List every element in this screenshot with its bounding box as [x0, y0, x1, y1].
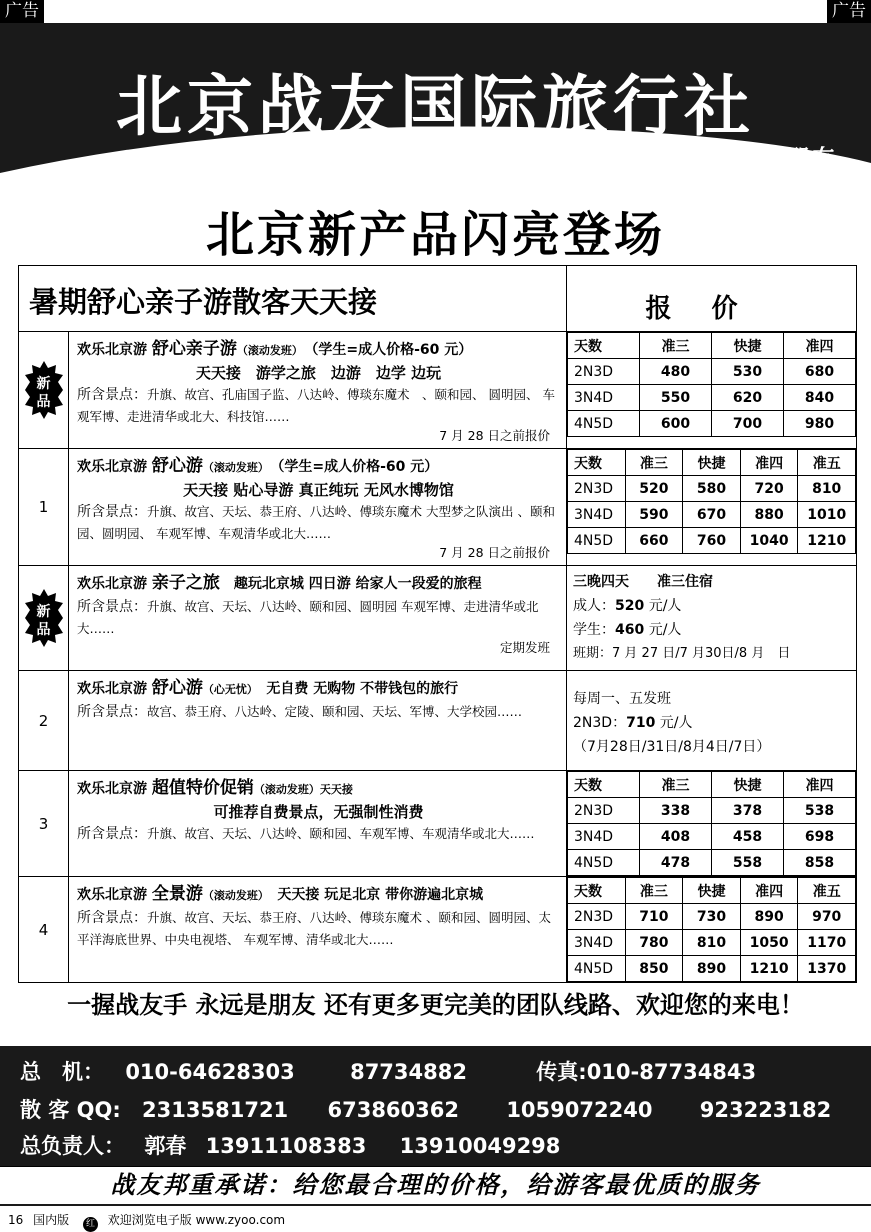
tour-subtitle: 天天接 贴心导游 真正纯玩 无风水博物馆 [183, 481, 454, 499]
page-footer [0, 1210, 871, 1230]
info-line-1: 每周一、五发班 [573, 691, 672, 707]
info-line-1: 三晚四天 准三住宿 [573, 574, 714, 590]
price-value: 980 [784, 411, 856, 437]
price-value: 558 [712, 850, 784, 876]
price-value: 730 [683, 904, 741, 930]
price-row [568, 476, 856, 502]
ad-label-right: 广告 [827, 0, 871, 23]
price-value: 1210 [740, 956, 798, 982]
price-row [568, 850, 856, 876]
price-value: 1010 [798, 502, 856, 528]
page-number: 16 [8, 1213, 24, 1227]
price-header: 准五 [798, 450, 856, 476]
new-badge-icon [25, 589, 63, 647]
banner-title: 暑期舒心亲子游散客天天接 [19, 266, 567, 332]
tour-deadline: 7 月 28 日之前报价 [439, 428, 551, 443]
tour-name: 亲子之旅 [151, 573, 220, 593]
price-value: 850 [625, 956, 683, 982]
price-header-row [568, 450, 856, 476]
price-value: 670 [683, 502, 741, 528]
tour-sights [77, 596, 560, 640]
tour-number: 3 [38, 814, 49, 833]
price-header: 准三 [640, 772, 712, 798]
price-header: 天数 [568, 878, 626, 904]
main-phone-1[interactable]: 010-64628303 [125, 1060, 295, 1084]
sights-label: 所含景点： [77, 599, 147, 615]
price-table [567, 771, 856, 876]
price-value: 2N3D [568, 798, 640, 824]
sights-label: 所含景点： [77, 704, 147, 720]
tour-number: 2 [38, 711, 49, 730]
info-line-3: （7月28日/31日/8月4日/7日） [573, 739, 771, 755]
sights-list: 升旗、故宫、天坛、恭王府、八达岭、傅琰东魔术 、颐和园、圆明园、太平洋海底世界、中央电视塔、 车观军博、清华或北大…… [77, 910, 551, 947]
sights-label: 所含景点： [77, 504, 147, 520]
price-row [568, 411, 856, 437]
tour-tag: （心无忧） [202, 683, 253, 696]
sights-list: 升旗、故宫、天坛、八达岭、颐和园、车观军博、车观清华或北大…… [147, 826, 535, 841]
price-value: 378 [712, 798, 784, 824]
tour-name: 舒心游 [151, 678, 203, 698]
price-header: 准四 [784, 333, 856, 359]
price-header-row [568, 878, 856, 904]
service-promise: 战友邦重承诺：给您最合理的价格，给游客最优质的服务 [0, 1166, 871, 1204]
price-value: 3N4D [568, 502, 626, 528]
price-value: 1040 [740, 528, 798, 554]
tour-tag: （滚动发班） [202, 889, 264, 902]
price-value: 970 [798, 904, 856, 930]
tour-note: 趣玩北京城 四日游 给家人一段爱的旅程 [233, 576, 482, 592]
price-value: 890 [683, 956, 741, 982]
tour-name: 超值特价促销 [151, 778, 254, 798]
schedule: 班期：7 月 27 日/7 月30日/8 月 日 [573, 646, 791, 661]
tour-price-cell [567, 771, 857, 877]
tour-prefix: 欢乐北京游 [77, 681, 147, 697]
price-row [568, 956, 856, 982]
tour-row [19, 332, 857, 449]
qq-1[interactable]: 2313581721 [142, 1098, 289, 1122]
student-price: 学生：460 元/人 [573, 622, 682, 638]
price-row [568, 824, 856, 850]
tour-note: 无自费 无购物 不带钱包的旅行 [266, 681, 459, 697]
price-row [568, 930, 856, 956]
tour-prefix: 欢乐北京游 [77, 342, 147, 358]
footer-website[interactable]: 欢迎浏览电子版 www.zyoo.com [107, 1213, 286, 1227]
price-header: 天数 [568, 333, 640, 359]
tour-row [19, 671, 857, 771]
tour-name: 舒心游 [151, 456, 203, 476]
tour-row [19, 771, 857, 877]
price-row [568, 502, 856, 528]
price-value: 720 [740, 476, 798, 502]
price-header: 准三 [625, 450, 683, 476]
price-table [567, 877, 856, 982]
qq-2[interactable]: 673860362 [327, 1098, 459, 1122]
tour-sights [77, 384, 560, 428]
price-value: 810 [683, 930, 741, 956]
price-value: 338 [640, 798, 712, 824]
price-header-row [568, 333, 856, 359]
sights-label: 所含景点： [77, 826, 147, 842]
price-value: 538 [784, 798, 856, 824]
price-row [568, 528, 856, 554]
tour-prefix: 欢乐北京游 [77, 781, 147, 797]
price-value: 478 [640, 850, 712, 876]
tour-title-line [77, 883, 560, 907]
headline: 北京新产品闪亮登场 [205, 207, 665, 263]
tour-sights [77, 823, 560, 845]
price-value: 4N5D [568, 850, 640, 876]
tour-description [69, 877, 567, 983]
tour-price-cell [567, 449, 857, 566]
brand-icon: 红 [83, 1217, 98, 1232]
badge-char-2: 品 [36, 394, 51, 410]
tour-note: 天天接 玩足北京 带你游遍北京城 [277, 887, 484, 903]
price-value: 530 [712, 359, 784, 385]
price-value: 550 [640, 385, 712, 411]
tour-index-cell [19, 877, 69, 983]
tour-index-cell [19, 449, 69, 566]
price-value: 580 [683, 476, 741, 502]
tour-description [69, 566, 567, 671]
tour-tag: （滚动发班）天天接 [253, 783, 353, 796]
tour-name: 舒心亲子游 [151, 339, 237, 359]
price-value: 890 [740, 904, 798, 930]
tour-deadline: 定期发班 [500, 640, 551, 655]
price-value: 2N3D [568, 476, 626, 502]
price-value: 480 [640, 359, 712, 385]
tour-deadline: 7 月 28 日之前报价 [439, 545, 551, 560]
tour-price-cell [567, 332, 857, 449]
badge-char-1: 新 [36, 376, 51, 392]
agency-header [0, 23, 871, 193]
tour-row [19, 449, 857, 566]
info-line-2: 2N3D：710 元/人 [573, 715, 693, 731]
price-value: 3N4D [568, 930, 626, 956]
tour-index-cell [19, 332, 69, 449]
price-row [568, 359, 856, 385]
price-value: 408 [640, 824, 712, 850]
price-header: 快捷 [712, 333, 784, 359]
main-phone-2[interactable]: 87734882 [350, 1060, 467, 1084]
qq-label: 散 客 QQ: [20, 1098, 121, 1122]
tour-subtitle: 可推荐自费景点，无强制性消费 [213, 803, 424, 821]
price-value: 760 [683, 528, 741, 554]
tour-prefix: 欢乐北京游 [77, 887, 147, 903]
price-value: 458 [712, 824, 784, 850]
tour-price-cell [567, 566, 857, 671]
new-badge-icon [25, 361, 63, 419]
price-value: 4N5D [568, 528, 626, 554]
tour-price-cell [567, 671, 857, 771]
tour-sights [77, 907, 560, 951]
price-row [568, 385, 856, 411]
price-row [568, 798, 856, 824]
tour-note: （学生=成人价格-60 元） [277, 459, 439, 475]
price-header: 快捷 [683, 878, 741, 904]
price-value: 2N3D [568, 904, 626, 930]
tour-title-line [77, 572, 560, 596]
tour-title-line [77, 677, 560, 701]
tour-sights [77, 501, 560, 545]
price-heading: 报价 [567, 266, 857, 332]
price-value: 3N4D [568, 824, 640, 850]
tour-row [19, 566, 857, 671]
tour-description [69, 449, 567, 566]
price-value: 600 [640, 411, 712, 437]
sights-list: 故宫、恭王府、八达岭、定陵、颐和园、天坛、军博、大学校园…… [147, 704, 523, 719]
manager-phone-2[interactable]: 13910049298 [399, 1134, 561, 1158]
tour-row [19, 877, 857, 983]
price-header: 准三 [640, 333, 712, 359]
badge-char-2: 品 [36, 622, 51, 638]
price-value: 680 [784, 359, 856, 385]
price-header: 快捷 [712, 772, 784, 798]
price-value: 710 [625, 904, 683, 930]
price-header: 准四 [740, 878, 798, 904]
tour-title-line [77, 338, 560, 362]
sights-list: 升旗、故宫、孔庙国子监、八达岭、傅琰东魔术 、颐和园、 圆明园、 车观军博、走进清华或北大、科技馆…… [77, 387, 555, 424]
ad-label-left: 广告 [0, 0, 44, 23]
tour-title-line [77, 455, 560, 479]
tour-index-cell [19, 566, 69, 671]
price-header: 准五 [798, 878, 856, 904]
tour-tag: （滚动发班） [202, 461, 264, 474]
price-value: 660 [625, 528, 683, 554]
price-value: 858 [784, 850, 856, 876]
tour-tag: （滚动发班） [236, 344, 298, 357]
price-header: 快捷 [683, 450, 741, 476]
manager-name: 郭春 [144, 1134, 187, 1158]
price-value: 700 [712, 411, 784, 437]
price-value: 1370 [798, 956, 856, 982]
tour-description [69, 771, 567, 877]
price-value: 4N5D [568, 411, 640, 437]
tour-description [69, 332, 567, 449]
agency-slogan: 您最值得信赖的朋友 [600, 145, 835, 171]
tour-table [18, 265, 857, 983]
price-header: 天数 [568, 450, 626, 476]
edition-label: 国内版 [33, 1213, 70, 1227]
sights-list: 升旗、故宫、天坛、恭王府、八达岭、傅琰东魔术 大型梦之队演出 、颐和园、圆明园、 车观军博、车观清华或北大…… [77, 504, 555, 541]
tour-description [69, 671, 567, 771]
tour-subtitle: 天天接 游学之旅 边游 边学 边玩 [195, 364, 442, 382]
price-value: 840 [784, 385, 856, 411]
sights-label: 所含景点： [77, 387, 147, 403]
closing-line: 一握战友手 永远是朋友 还有更多更完美的团队线路、欢迎您的来电！ [67, 991, 804, 1019]
price-value: 698 [784, 824, 856, 850]
price-value: 1210 [798, 528, 856, 554]
tour-index-cell [19, 771, 69, 877]
price-row [568, 904, 856, 930]
price-value: 520 [625, 476, 683, 502]
tour-note: （学生=成人价格-60 元） [311, 342, 473, 358]
tour-info [567, 566, 856, 670]
manager-phone-1[interactable]: 13911108383 [205, 1134, 367, 1158]
price-table [567, 449, 856, 554]
tour-title-line [77, 777, 560, 801]
price-value: 1050 [740, 930, 798, 956]
price-header: 准四 [740, 450, 798, 476]
price-header: 天数 [568, 772, 640, 798]
price-value: 880 [740, 502, 798, 528]
price-header: 准四 [784, 772, 856, 798]
price-value: 780 [625, 930, 683, 956]
tour-name: 全景游 [151, 884, 203, 904]
fax-number[interactable]: 传真:010-87734843 [536, 1060, 757, 1084]
tour-prefix: 欢乐北京游 [77, 576, 147, 592]
price-value: 1170 [798, 930, 856, 956]
sights-label: 所含景点： [77, 910, 147, 926]
price-header: 准三 [625, 878, 683, 904]
manager-label: 总负责人： [20, 1134, 125, 1158]
tour-info [567, 671, 856, 763]
price-value: 810 [798, 476, 856, 502]
price-header-row [568, 772, 856, 798]
main-phone-label: 总 机： [20, 1060, 104, 1084]
tour-price-cell [567, 877, 857, 983]
price-value: 590 [625, 502, 683, 528]
sights-list: 升旗、故宫、天坛、八达岭、颐和园、圆明园 车观军博、走进清华或北大…… [77, 599, 539, 636]
price-value: 4N5D [568, 956, 626, 982]
adult-price: 成人：520 元/人 [573, 598, 682, 614]
agency-name: 北京战友国际旅行社 [116, 68, 755, 145]
qq-4[interactable]: 923223182 [699, 1098, 832, 1122]
badge-char-1: 新 [36, 604, 51, 620]
price-value: 3N4D [568, 385, 640, 411]
price-value: 620 [712, 385, 784, 411]
tour-index-cell [19, 671, 69, 771]
tour-sights [77, 701, 560, 723]
qq-3[interactable]: 1059072240 [506, 1098, 653, 1122]
price-value: 2N3D [568, 359, 640, 385]
tour-number: 1 [38, 498, 49, 516]
price-table [567, 332, 856, 437]
tour-number: 4 [38, 920, 49, 939]
tour-prefix: 欢乐北京游 [77, 459, 147, 475]
